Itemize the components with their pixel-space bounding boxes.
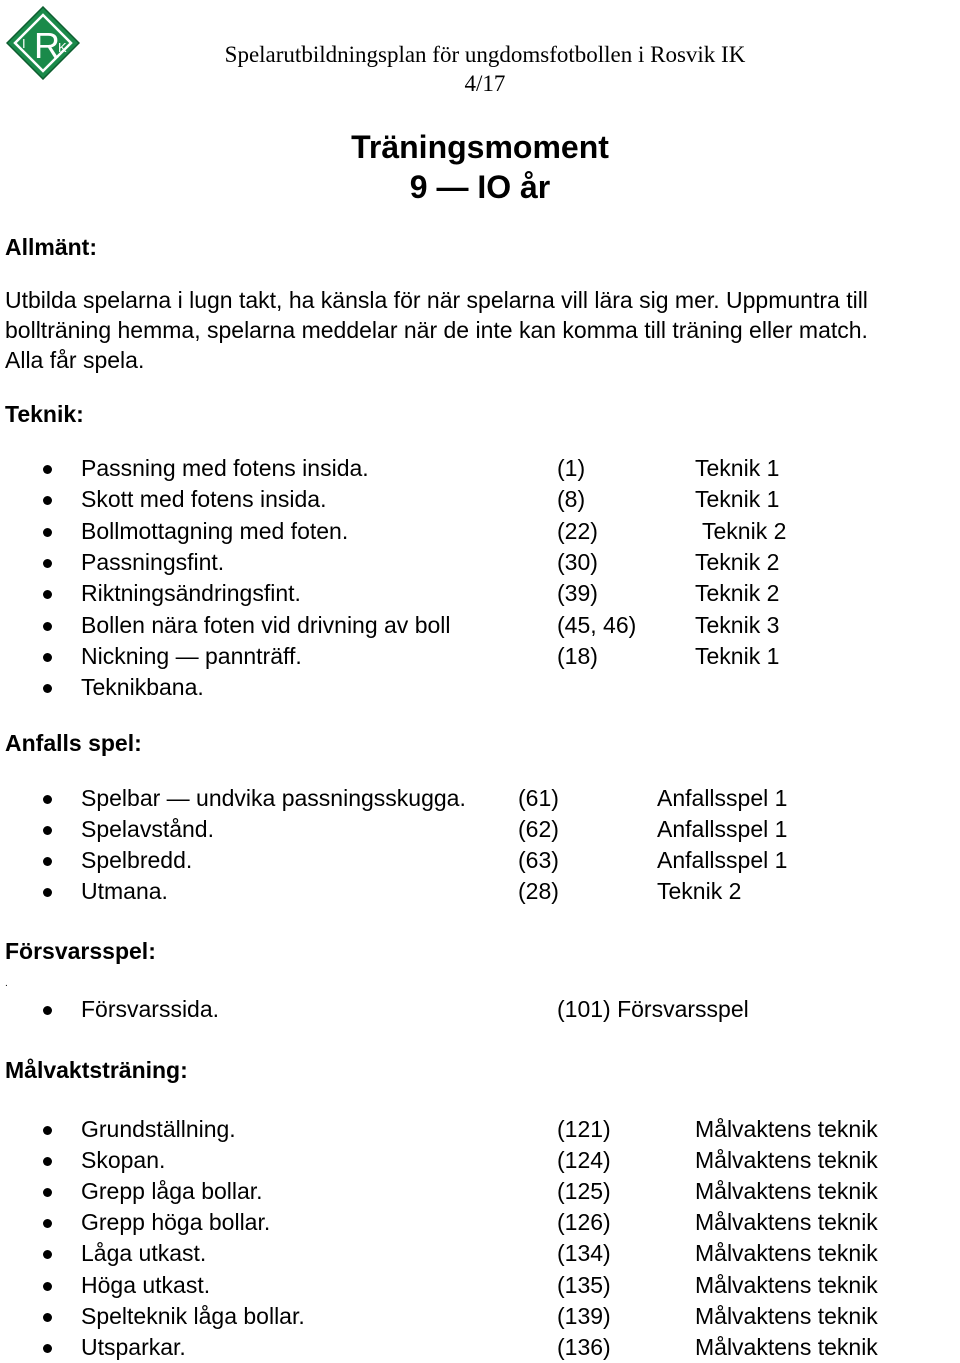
list-item — [0, 845, 960, 876]
list-item — [0, 1301, 960, 1332]
list-item — [0, 994, 960, 1025]
item-text: Bollen nära foten vid drivning av boll — [81, 611, 451, 638]
item-category: Målvaktens teknik — [695, 1240, 878, 1267]
bullet-icon — [43, 888, 52, 897]
logo-letter-i: I — [22, 36, 26, 51]
item-reference: (45, 46) — [557, 611, 637, 638]
heading-allmant: Allmänt: — [5, 234, 97, 260]
item-reference: (134) — [557, 1240, 611, 1267]
list-item — [0, 641, 960, 672]
item-category: Målvaktens teknik — [695, 1116, 878, 1142]
heading-malvakt: Målvaktsträning: — [5, 1057, 188, 1083]
item-text: Utsparkar. — [81, 1333, 186, 1360]
item-text: Teknikbana. — [81, 674, 204, 701]
heading-anfall: Anfalls spel: — [5, 730, 142, 756]
list-item — [0, 876, 960, 907]
item-text: Nickning — pannträff. — [81, 642, 302, 669]
list-item — [0, 1114, 960, 1145]
list-item — [0, 453, 960, 484]
list-item — [0, 516, 960, 547]
item-category: Teknik 1 — [695, 486, 780, 513]
bullet-icon — [43, 1006, 52, 1015]
bullet-icon — [43, 1157, 52, 1166]
item-category: Teknik 3 — [695, 611, 780, 638]
item-reference: (126) — [557, 1209, 611, 1236]
item-category: Målvaktens teknik — [695, 1147, 878, 1174]
bullet-icon — [43, 1313, 52, 1322]
item-reference: (124) — [557, 1147, 611, 1174]
title-line-2: 9 — IO år — [409, 169, 551, 205]
intro-line: Alla får spela. — [5, 347, 145, 373]
item-category: Teknik 2 — [695, 580, 780, 607]
bullet-icon — [43, 1188, 52, 1197]
item-category: Teknik 2 — [695, 548, 780, 575]
logo-letter-r: R — [34, 25, 60, 66]
item-text: Grundställning. — [81, 1116, 236, 1142]
bullet-icon — [43, 465, 52, 474]
list-item — [0, 1207, 960, 1238]
item-category: Teknik 2 — [657, 878, 742, 904]
item-text: Bollmottagning med foten. — [81, 517, 349, 544]
item-text: Höga utkast. — [81, 1271, 211, 1298]
item-reference: (61) — [518, 785, 559, 811]
item-category: Teknik 1 — [695, 642, 780, 669]
item-text: Riktningsändringsfint. — [81, 580, 301, 607]
document-title — [0, 127, 960, 207]
list-item — [0, 814, 960, 845]
page-number: 4/17 — [464, 71, 506, 96]
item-reference: (139) — [557, 1302, 611, 1329]
item-text: Passningsfint. — [81, 548, 225, 575]
item-reference: (28) — [518, 878, 559, 904]
list-item — [0, 1270, 960, 1301]
item-text: Skott med fotens insida. — [81, 486, 327, 513]
bullet-icon — [43, 590, 52, 599]
heading-forsvar: Försvarsspel: — [5, 938, 156, 964]
header-title: Spelarutbildningsplan för ungdomsfotbollen i Rosvik IK — [224, 42, 746, 67]
stray-mark: . — [5, 978, 8, 989]
item-reference: (30) — [557, 548, 598, 575]
item-reference: (63) — [518, 847, 559, 873]
item-text: Skopan. — [81, 1147, 166, 1174]
item-category: Teknik 1 — [695, 455, 780, 481]
item-text: Passning med fotens insida. — [81, 455, 369, 481]
bullet-icon — [43, 795, 52, 804]
item-text: Spelbredd. — [81, 847, 193, 873]
item-reference: (101) Försvarsspel — [557, 996, 749, 1022]
item-reference: (18) — [557, 642, 598, 669]
list-item — [0, 1332, 960, 1363]
list-item — [0, 1176, 960, 1207]
club-logo — [6, 6, 80, 80]
item-reference: (22) — [557, 517, 598, 544]
item-reference: (62) — [518, 816, 559, 842]
intro-line: bollträning hemma, spelarna meddelar när de inte kan komma till träning eller match. — [5, 317, 868, 343]
item-category: Målvaktens teknik — [695, 1302, 878, 1329]
bullet-icon — [43, 528, 52, 537]
item-category: Anfallsspel 1 — [657, 816, 788, 842]
bullet-icon — [43, 653, 52, 662]
item-category: Målvaktens teknik — [695, 1333, 878, 1360]
item-reference: (125) — [557, 1178, 611, 1205]
bullet-icon — [43, 1219, 52, 1228]
item-text: Utmana. — [81, 878, 168, 904]
intro-paragraph — [5, 285, 960, 375]
item-category: Målvaktens teknik — [695, 1271, 878, 1298]
heading-teknik: Teknik: — [5, 401, 84, 427]
list-item — [0, 1238, 960, 1269]
item-category: Teknik 2 — [702, 517, 787, 544]
intro-line: Utbilda spelarna i lugn takt, ha känsla för när spelarna vill lära sig mer. Uppmuntra till — [5, 287, 868, 313]
list-item — [0, 783, 960, 814]
item-category: Målvaktens teknik — [695, 1209, 878, 1236]
bullet-icon — [43, 826, 52, 835]
bullet-icon — [43, 684, 52, 693]
item-text: Spelavstånd. — [81, 816, 214, 842]
item-reference: (121) — [557, 1116, 611, 1142]
item-text: Grepp låga bollar. — [81, 1178, 263, 1205]
item-reference: (135) — [557, 1271, 611, 1298]
bullet-icon — [43, 622, 52, 631]
item-reference: (1) — [557, 455, 586, 481]
bullet-icon — [43, 1126, 52, 1135]
item-text: Låga utkast. — [81, 1240, 207, 1267]
bullet-icon — [43, 857, 52, 866]
item-category: Målvaktens teknik — [695, 1178, 878, 1205]
item-reference: (39) — [557, 580, 598, 607]
list-item — [0, 610, 960, 641]
bullet-icon — [43, 559, 52, 568]
item-text: Spelteknik låga bollar. — [81, 1302, 305, 1329]
list-item — [0, 578, 960, 609]
bullet-icon — [43, 1282, 52, 1291]
item-text: Grepp höga bollar. — [81, 1209, 271, 1236]
bullet-icon — [43, 1250, 52, 1259]
bullet-icon — [43, 1344, 52, 1353]
item-text: Försvarssida. — [81, 996, 220, 1022]
item-category: Anfallsspel 1 — [657, 847, 788, 873]
logo-letter-k: K — [58, 40, 67, 55]
item-text: Spelbar — undvika passningsskugga. — [81, 785, 466, 811]
list-item — [0, 547, 960, 578]
item-reference: (136) — [557, 1333, 611, 1360]
list-item — [0, 1145, 960, 1176]
item-reference: (8) — [557, 486, 586, 513]
bullet-icon — [43, 496, 52, 505]
item-category: Anfallsspel 1 — [657, 785, 788, 811]
title-line-1: Träningsmoment — [351, 129, 609, 165]
list-item — [0, 672, 960, 703]
list-item — [0, 484, 960, 515]
